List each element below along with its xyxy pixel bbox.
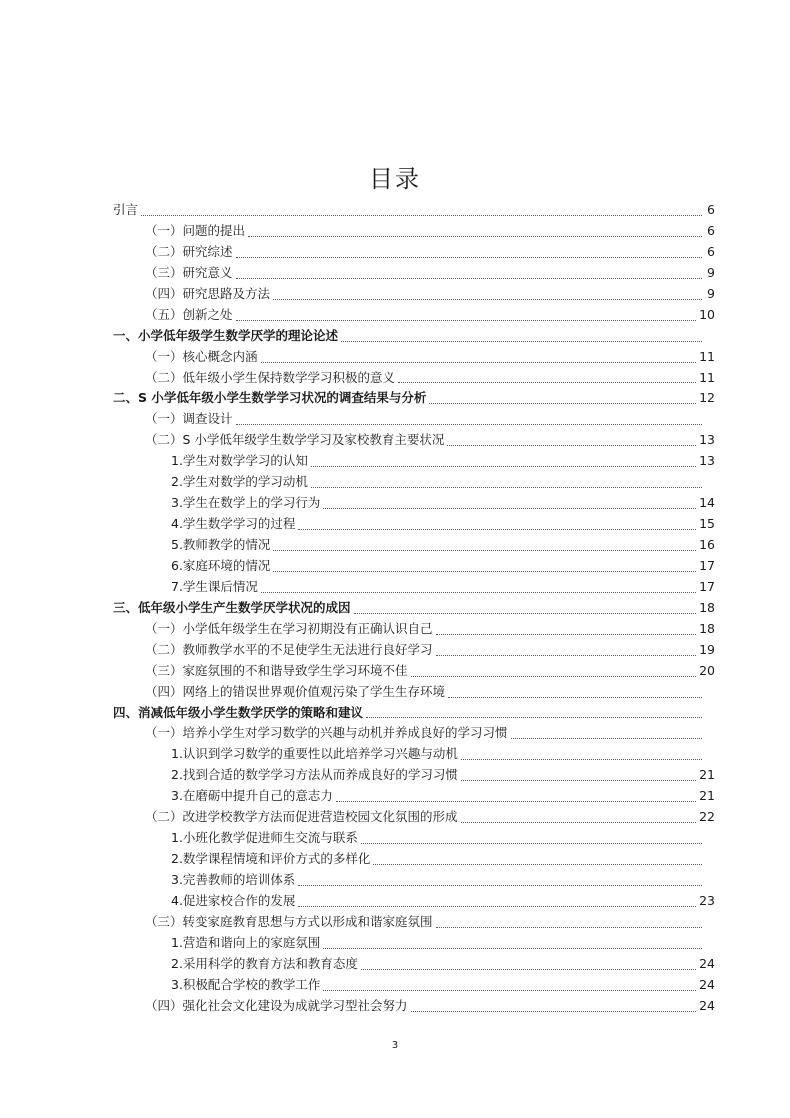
toc-entry-title: 7.学生课后情况 (171, 578, 258, 594)
toc-entry-title: （二）S 小学低年级学生数学学习及家校教育主要状况 (145, 432, 445, 448)
toc-entry-title: （五）创新之处 (145, 306, 233, 322)
toc-entry[interactable] (113, 221, 715, 242)
toc-entry[interactable] (113, 242, 715, 263)
toc-entry-title: 4.促进家校合作的发展 (171, 892, 296, 908)
toc-leader-dots (236, 278, 702, 279)
toc-entry[interactable] (113, 786, 715, 807)
toc-entry[interactable] (113, 430, 715, 451)
toc-entry[interactable] (113, 744, 715, 765)
toc-entry-page: 23 (699, 892, 715, 908)
toc-entry-title: 3.在磨砺中提升自己的意志力 (171, 788, 333, 804)
toc-entry-page: 24 (699, 976, 715, 992)
toc-entry-page: 9 (707, 285, 715, 301)
toc-entry-title: 2.数学课程情境和评价方式的多样化 (171, 851, 371, 867)
toc-leader-dots (323, 948, 702, 949)
toc-entry-title: （二）教师教学水平的不足使学生无法进行良好学习 (145, 641, 433, 657)
toc-entry-title: （三）研究意义 (145, 264, 233, 280)
toc-entry-title: 1.营造和谐向上的家庭氛围 (171, 934, 321, 950)
toc-entry-title: （二）研究综述 (145, 243, 233, 259)
toc-leader-dots (411, 676, 697, 677)
toc-leader-dots (141, 215, 702, 216)
toc-entry-title: （二）低年级小学生保持数学学习积极的意义 (145, 369, 396, 385)
toc-entry[interactable] (113, 828, 715, 849)
toc-entry-title: 1.学生对数学学习的认知 (171, 453, 308, 469)
toc-entry-title: 5.教师教学的情况 (171, 537, 271, 552)
toc-leader-dots (461, 759, 702, 760)
toc-entry-title: （四）强化社会文化建设为成就学习型社会努力 (145, 997, 408, 1013)
toc-entry-title: 三、低年级小学生产生数学厌学状况的成因 (113, 599, 351, 615)
page-title: 目录 (369, 165, 421, 194)
toc-entry-title: （三）转变家庭教育思想与方式以形成和谐家庭氛围 (145, 913, 433, 929)
toc-entry-title: 2.找到合适的数学学习方法从而养成良好的学习习惯 (171, 767, 458, 783)
toc-leader-dots (436, 634, 697, 635)
toc-entry-page: 20 (699, 662, 715, 678)
toc-leader-dots (341, 341, 702, 342)
toc-entry-page: 12 (699, 390, 715, 406)
toc-leader-dots (273, 571, 696, 572)
toc-leader-dots (311, 487, 702, 488)
toc-entry-title: （四）网络上的错误世界观价值观污染了学生生存环境 (145, 683, 446, 699)
toc-entry[interactable] (113, 975, 715, 996)
toc-leader-dots (298, 529, 696, 530)
toc-entry-page: 21 (699, 788, 715, 804)
toc-entry-page: 17 (699, 557, 715, 573)
toc-leader-dots (323, 508, 696, 509)
toc-entry[interactable] (113, 912, 715, 933)
toc-entry[interactable] (113, 263, 715, 284)
toc-entry-title: 二、S 小学低年级小学生数学学习状况的调查结果与分析 (113, 390, 427, 406)
toc-leader-dots (436, 927, 702, 928)
toc-entry[interactable] (113, 409, 715, 430)
toc-entry[interactable] (113, 807, 715, 828)
toc-leader-dots (461, 780, 696, 781)
toc-entry-title: 1.小班化教学促进师生交流与联系 (171, 830, 358, 846)
toc-entry-title: （一）问题的提出 (145, 222, 246, 238)
page-number: 3 (391, 1040, 399, 1051)
toc-leader-dots (261, 592, 696, 593)
toc-entry-page: 10 (699, 306, 715, 322)
toc-entry-page: 18 (699, 620, 715, 636)
toc-leader-dots (361, 843, 702, 844)
toc-leader-dots (411, 1011, 697, 1012)
toc-entry-page: 16 (699, 537, 715, 552)
toc-leader-dots (354, 613, 697, 614)
toc-entry-page: 15 (699, 516, 715, 532)
toc-entry[interactable] (113, 619, 715, 640)
toc-entry[interactable] (113, 514, 715, 535)
toc-leader-dots (373, 864, 702, 865)
toc-leader-dots (366, 717, 702, 718)
toc-entry-page: 24 (699, 997, 715, 1013)
toc-entry[interactable] (113, 661, 715, 682)
toc-leader-dots (261, 362, 697, 363)
toc-entry-title: 4.学生数学学习的过程 (171, 516, 296, 532)
toc-entry-page: 13 (699, 432, 715, 448)
toc-entry[interactable] (113, 996, 715, 1017)
toc-entry[interactable] (113, 682, 715, 703)
toc-leader-dots (448, 697, 702, 698)
toc-entry[interactable] (113, 472, 715, 493)
toc-leader-dots (298, 906, 696, 907)
toc-entry-title: （一）核心概念内涵 (145, 348, 258, 364)
toc-entry-title: （四）研究思路及方法 (145, 285, 271, 301)
toc-entry-title: 3.学生在数学上的学习行为 (171, 495, 321, 511)
toc-entry[interactable] (113, 933, 715, 954)
toc-leader-dots (236, 257, 702, 258)
toc-entry-title: 3.完善教师的培训体系 (171, 872, 296, 887)
toc-entry-title: 一、小学低年级学生数学厌学的理论论述 (113, 327, 339, 343)
toc-entry-title: 2.学生对数学的学习动机 (171, 474, 308, 490)
toc-leader-dots (236, 320, 697, 321)
toc-entry-title: 四、消减低年级小学生数学厌学的策略和建议 (113, 704, 364, 720)
toc-entry-title: （三）家庭氛围的不和谐导致学生学习环境不佳 (145, 662, 408, 678)
toc-leader-dots (273, 550, 696, 551)
toc-entry[interactable] (113, 640, 715, 661)
toc-entry-page: 11 (699, 369, 715, 385)
toc-entry-page: 22 (699, 809, 715, 825)
toc-entry[interactable] (113, 954, 715, 975)
toc-entry-title: 2.采用科学的教育方法和教育态度 (171, 955, 358, 971)
table-of-contents (113, 200, 715, 1017)
toc-leader-dots (511, 738, 702, 739)
toc-entry[interactable] (113, 556, 715, 577)
toc-entry-page: 13 (699, 453, 715, 469)
toc-leader-dots (248, 236, 702, 237)
toc-entry-page: 14 (699, 495, 715, 511)
toc-entry-title: 1.认识到学习数学的重要性以此培养学习兴趣与动机 (171, 746, 458, 762)
toc-leader-dots (429, 403, 696, 404)
toc-entry[interactable] (113, 870, 715, 891)
toc-leader-dots (323, 990, 696, 991)
toc-entry-page: 6 (707, 243, 715, 259)
toc-leader-dots (361, 969, 696, 970)
toc-entry[interactable] (113, 493, 715, 514)
toc-entry-page: 11 (699, 348, 715, 364)
toc-leader-dots (447, 445, 696, 446)
toc-entry-page: 6 (707, 202, 715, 217)
toc-entry-page: 19 (699, 641, 715, 657)
toc-entry-title: （二）改进学校教学方法而促进营造校园文化氛围的形成 (145, 809, 458, 825)
toc-entry[interactable] (113, 535, 715, 556)
toc-leader-dots (336, 801, 696, 802)
toc-entry-title: 引言 (113, 202, 139, 217)
toc-entry[interactable] (113, 849, 715, 870)
toc-leader-dots (398, 382, 696, 383)
toc-entry[interactable] (113, 703, 715, 724)
toc-entry-title: （一）小学低年级学生在学习初期没有正确认识自己 (145, 620, 433, 636)
toc-entry-page: 24 (699, 955, 715, 971)
toc-entry-title: 6.家庭环境的情况 (171, 557, 271, 573)
toc-entry[interactable] (113, 891, 715, 912)
toc-entry-title: 3.积极配合学校的教学工作 (171, 976, 321, 992)
toc-entry[interactable] (113, 723, 715, 744)
toc-entry[interactable] (113, 200, 715, 221)
toc-entry[interactable] (113, 284, 715, 305)
toc-leader-dots (311, 466, 696, 467)
toc-entry-title: （一）调查设计 (145, 411, 233, 427)
toc-entry[interactable] (113, 451, 715, 472)
toc-entry-page: 21 (699, 767, 715, 783)
toc-entry-title: （一）培养小学生对学习数学的兴趣与动机并养成良好的学习习惯 (145, 725, 508, 741)
toc-entry[interactable] (113, 368, 715, 389)
toc-entry[interactable] (113, 598, 715, 619)
toc-entry[interactable] (113, 765, 715, 786)
toc-entry[interactable] (113, 577, 715, 598)
toc-leader-dots (461, 822, 697, 823)
toc-entry-page: 17 (699, 578, 715, 594)
toc-entry[interactable] (113, 305, 715, 326)
toc-leader-dots (236, 424, 702, 425)
toc-entry[interactable] (113, 388, 715, 409)
toc-entry-page: 9 (707, 264, 715, 280)
toc-leader-dots (436, 655, 697, 656)
toc-entry[interactable] (113, 347, 715, 368)
toc-leader-dots (273, 299, 702, 300)
toc-leader-dots (298, 885, 702, 886)
toc-entry-page: 18 (699, 599, 715, 615)
toc-entry[interactable] (113, 326, 715, 347)
toc-entry-page: 6 (707, 222, 715, 238)
